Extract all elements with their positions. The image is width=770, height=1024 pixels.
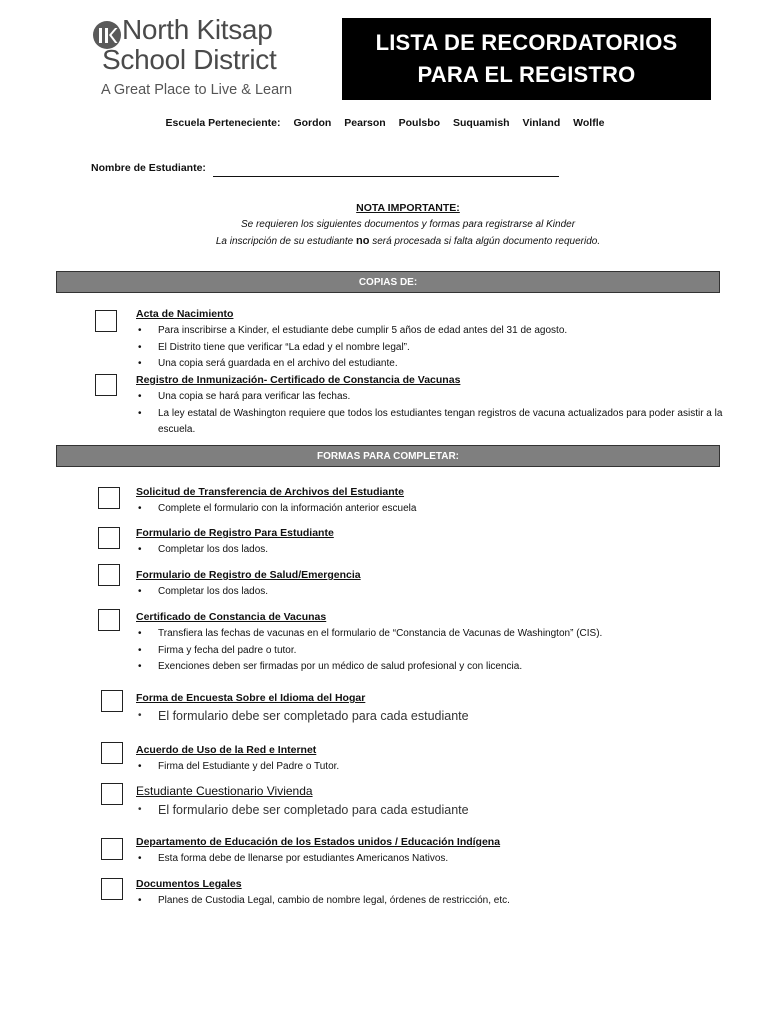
note-line-2-end: será procesada si falta algún documento requerido.	[369, 236, 601, 247]
form-item-records-transfer	[136, 485, 726, 518]
document-title	[342, 18, 711, 100]
note-emphasis: no	[355, 235, 370, 247]
item-title: Documentos Legales	[136, 878, 242, 890]
section-bar-copies: COPIAS DE:	[56, 271, 720, 293]
item-title: Certificado de Constancia de Vacunas	[136, 611, 327, 623]
checkbox-immunization-record[interactable]	[95, 374, 117, 396]
list-item: • Firma del Estudiante y del Padre o Tutor.	[136, 759, 726, 776]
item-title: Registro de Inmunización- Certificado de Constancia de Vacunas	[136, 374, 461, 386]
list-item: • Exenciones deben ser firmadas por un médico de salud profesional y con licencia.	[136, 659, 726, 676]
item-bullets	[136, 851, 726, 868]
form-item-internet-agreement	[136, 743, 726, 776]
item-title: Solicitud de Transferencia de Archivos del Estudiante	[136, 486, 405, 498]
checkbox-student-registration[interactable]	[98, 527, 120, 549]
item-bullets	[136, 389, 726, 439]
title-line-1: LISTA DE RECORDATORIOS	[375, 30, 678, 55]
school-list	[0, 117, 770, 129]
item-bullets	[136, 626, 726, 676]
section-bar-forms: FORMAS PARA COMPLETAR:	[56, 445, 720, 467]
form-item-health-emergency	[136, 568, 726, 601]
item-bullets	[136, 584, 726, 601]
form-item-home-language	[136, 691, 726, 725]
list-item: • Complete el formulario con la información anterior escuela	[136, 501, 726, 518]
checkbox-birth-certificate[interactable]	[95, 310, 117, 332]
checkbox-indian-education[interactable]	[101, 838, 123, 860]
list-item: • Completar los dos lados.	[136, 584, 726, 601]
checkbox-home-language[interactable]	[101, 690, 123, 712]
list-item: • Esta forma debe de llenarse por estudiantes Americanos Nativos.	[136, 851, 726, 868]
item-title: Estudiante Cuestionario Vivienda	[136, 784, 313, 798]
checkbox-health-emergency[interactable]	[98, 564, 120, 586]
student-name-field[interactable]	[213, 176, 559, 177]
copy-item-birth-certificate	[136, 307, 726, 373]
note-line-2-start: La inscripción de su estudiante	[215, 236, 356, 247]
item-bullets	[136, 893, 726, 910]
list-item: • Completar los dos lados.	[136, 542, 726, 559]
item-title: Formulario de Registro de Salud/Emergencia	[136, 569, 361, 581]
title-line-2: PARA EL REGISTRO	[417, 62, 636, 87]
school-gordon: Gordon	[293, 117, 332, 129]
checkbox-records-transfer[interactable]	[98, 487, 120, 509]
school-suquamish: Suquamish	[452, 117, 510, 129]
note-line-2	[0, 235, 770, 247]
school-poulsbo: Poulsbo	[398, 117, 441, 129]
item-title: Acuerdo de Uso de la Red e Internet	[136, 744, 317, 756]
list-item: • El formulario debe ser completado para cada estudiante	[136, 707, 726, 725]
list-item: • El Distrito tiene que verificar “La edad y el nombre legal”.	[136, 340, 726, 357]
item-title: Departamento de Educación de los Estados unidos / Educación Indígena	[136, 836, 501, 848]
checkbox-legal-documents[interactable]	[101, 878, 123, 900]
school-wolfle: Wolfle	[573, 117, 605, 129]
school-vinland: Vinland	[522, 117, 561, 129]
list-item: • Una copia será guardada en el archivo del estudiante.	[136, 356, 726, 373]
form-item-legal-documents	[136, 877, 726, 910]
form-item-housing-questionnaire	[136, 783, 726, 819]
list-item: • Transfiera las fechas de vacunas en el formulario de “Constancia de Vacunas de Washington” (CIS).	[136, 626, 726, 643]
list-item: • Planes de Custodia Legal, cambio de nombre legal, órdenes de restricción, etc.	[136, 893, 726, 910]
list-item: • Firma y fecha del padre o tutor.	[136, 643, 726, 660]
form-item-vaccine-certificate	[136, 610, 726, 676]
district-logo	[92, 14, 332, 104]
list-item: • Una copia se hará para verificar las fechas.	[136, 389, 726, 406]
note-heading: NOTA IMPORTANTE:	[356, 202, 460, 214]
item-bullets	[136, 542, 726, 559]
item-bullets	[136, 801, 726, 819]
logo-line-1: North Kitsap	[122, 14, 273, 45]
item-bullets	[136, 323, 726, 373]
school-label: Escuela Perteneciente:	[165, 117, 281, 129]
logo-line-2: School District	[102, 44, 277, 75]
logo-tagline: A Great Place to Live & Learn	[101, 82, 293, 98]
checkbox-vaccine-certificate[interactable]	[98, 609, 120, 631]
item-bullets	[136, 759, 726, 776]
item-title: Formulario de Registro Para Estudiante	[136, 527, 334, 539]
item-title: Forma de Encuesta Sobre el Idioma del Hogar	[136, 692, 366, 704]
item-title: Acta de Nacimiento	[136, 308, 234, 320]
item-bullets	[136, 707, 726, 725]
student-name-label: Nombre de Estudiante:	[91, 162, 206, 174]
note-line-1: Se requieren los siguientes documentos y formas para registrarse al Kinder	[240, 219, 576, 230]
checkbox-housing-questionnaire[interactable]	[101, 783, 123, 805]
school-pearson: Pearson	[344, 117, 386, 129]
list-item: • Para inscribirse a Kinder, el estudiante debe cumplir 5 años de edad antes del 31 de agosto.	[136, 323, 726, 340]
checkbox-internet-agreement[interactable]	[101, 742, 123, 764]
copy-item-immunization	[136, 373, 726, 439]
form-item-student-registration	[136, 526, 726, 559]
list-item: • El formulario debe ser completado para cada estudiante	[136, 801, 726, 819]
list-item: • La ley estatal de Washington requiere que todos los estudiantes tengan registros de vacuna actualizados para poder asistir a la escuela.	[136, 406, 726, 439]
item-bullets	[136, 501, 726, 518]
form-item-indian-education	[136, 835, 726, 868]
